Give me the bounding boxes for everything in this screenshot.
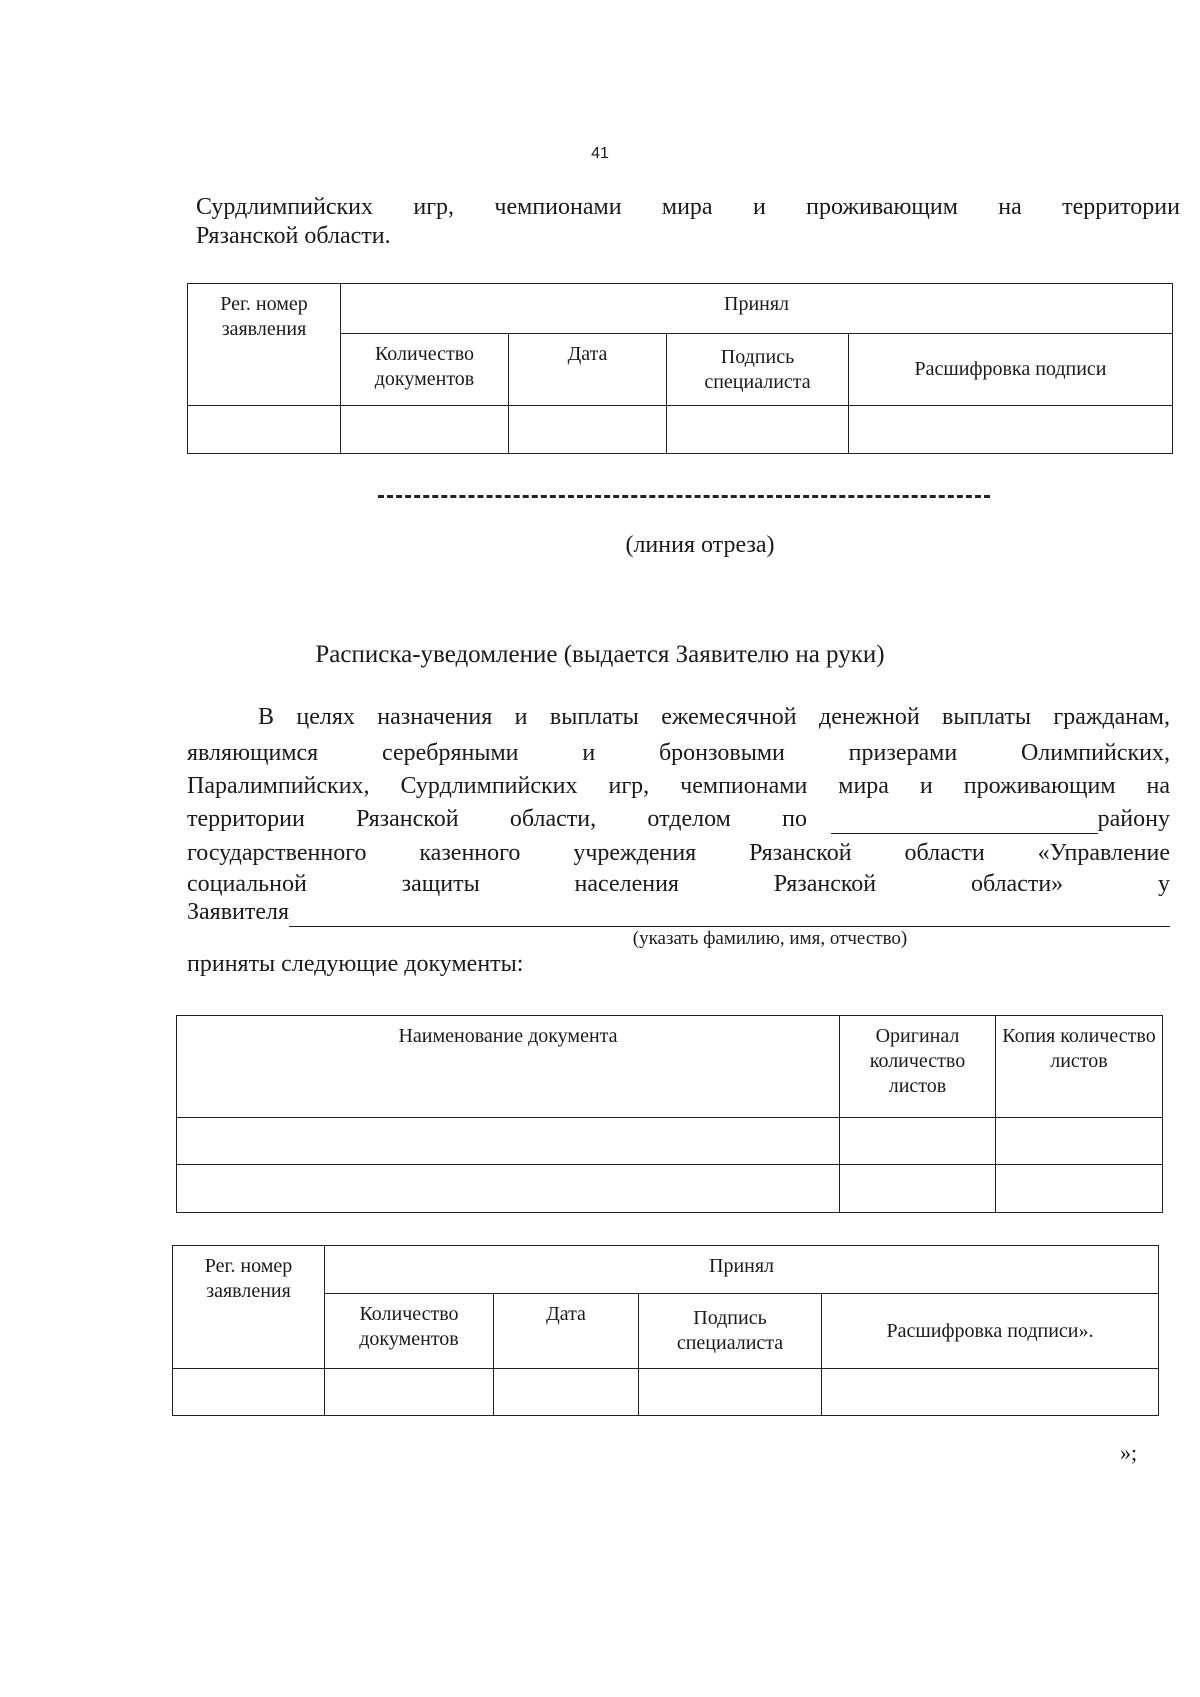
table-cell	[325, 1369, 494, 1416]
cut-line	[378, 495, 990, 498]
receipt-paragraph-line-7	[187, 898, 1170, 927]
acceptance-table-bottom	[172, 1245, 1159, 1416]
district-prefix-text: территории Рязанской области, отделом по	[187, 806, 807, 832]
receipt-paragraph-line-6: социальной защиты населения Рязанской области» у	[187, 871, 1170, 897]
receipt-paragraph-line-2: являющимся серебряными и бронзовыми призерами Олимпийских,	[187, 740, 1170, 766]
receipt-paragraph-line-3: Паралимпийских, Сурдлимпийских игр, чемпионами мира и проживающим на	[187, 773, 1170, 799]
table-cell	[667, 406, 849, 454]
date-header: Дата	[494, 1294, 639, 1369]
table-cell	[341, 406, 509, 454]
table-cell	[188, 406, 341, 454]
accepted-header: Принял	[325, 1246, 1159, 1294]
original-sheets-header: Оригинал количество листов	[840, 1016, 996, 1118]
table-cell	[177, 1118, 840, 1165]
reg-number-header: Рег. номер заявления	[173, 1246, 325, 1369]
accepted-header: Принял	[341, 284, 1173, 334]
copy-sheets-header: Копия количество листов	[996, 1016, 1163, 1118]
receipt-paragraph-line-1: В целях назначения и выплаты ежемесячной денежной выплаты гражданам,	[258, 704, 1170, 730]
table-cell	[840, 1118, 996, 1165]
district-blank	[831, 809, 1098, 834]
specialist-signature-header: Подпись специалиста	[639, 1294, 822, 1369]
table-cell	[639, 1369, 822, 1416]
signature-decode-header: Расшифровка подписи».	[822, 1294, 1159, 1369]
table-cell	[177, 1165, 840, 1213]
table-cell	[996, 1118, 1163, 1165]
table-cell	[822, 1369, 1159, 1416]
applicant-name-blank	[289, 902, 1170, 927]
receipt-paragraph-line-5: государственного казенного учреждения Рязанской области «Управление	[187, 840, 1170, 866]
table-cell	[849, 406, 1173, 454]
table-cell	[173, 1369, 325, 1416]
receipt-title: Расписка-уведомление (выдается Заявителю на руки)	[315, 641, 885, 668]
documents-count-header: Количество документов	[341, 334, 509, 406]
closing-quote: »;	[1120, 1440, 1138, 1465]
continuation-line-1: Сурдлимпийских игр, чемпионами мира и проживающим на территории	[196, 194, 1180, 220]
page-number: 41	[591, 145, 609, 162]
specialist-signature-header: Подпись специалиста	[667, 334, 849, 406]
continuation-line-2: Рязанской области.	[196, 223, 391, 249]
documents-table	[176, 1015, 1163, 1213]
receipt-paragraph-line-4	[187, 805, 1170, 834]
acceptance-table-top	[187, 283, 1173, 454]
applicant-label: Заявителя	[187, 899, 290, 925]
table-cell	[996, 1165, 1163, 1213]
documents-count-header: Количество документов	[325, 1294, 494, 1369]
accepted-documents-text: приняты следующие документы:	[187, 951, 524, 977]
table-cell	[509, 406, 667, 454]
document-name-header: Наименование документа	[177, 1016, 840, 1118]
table-cell	[494, 1369, 639, 1416]
date-header: Дата	[509, 334, 667, 406]
cut-line-label: (линия отреза)	[625, 532, 775, 558]
reg-number-header: Рег. номер заявления	[188, 284, 341, 406]
applicant-name-hint: (указать фамилию, имя, отчество)	[632, 928, 908, 949]
signature-decode-header: Расшифровка подписи	[849, 334, 1173, 406]
table-cell	[840, 1165, 996, 1213]
district-suffix-text: району	[1097, 806, 1170, 832]
